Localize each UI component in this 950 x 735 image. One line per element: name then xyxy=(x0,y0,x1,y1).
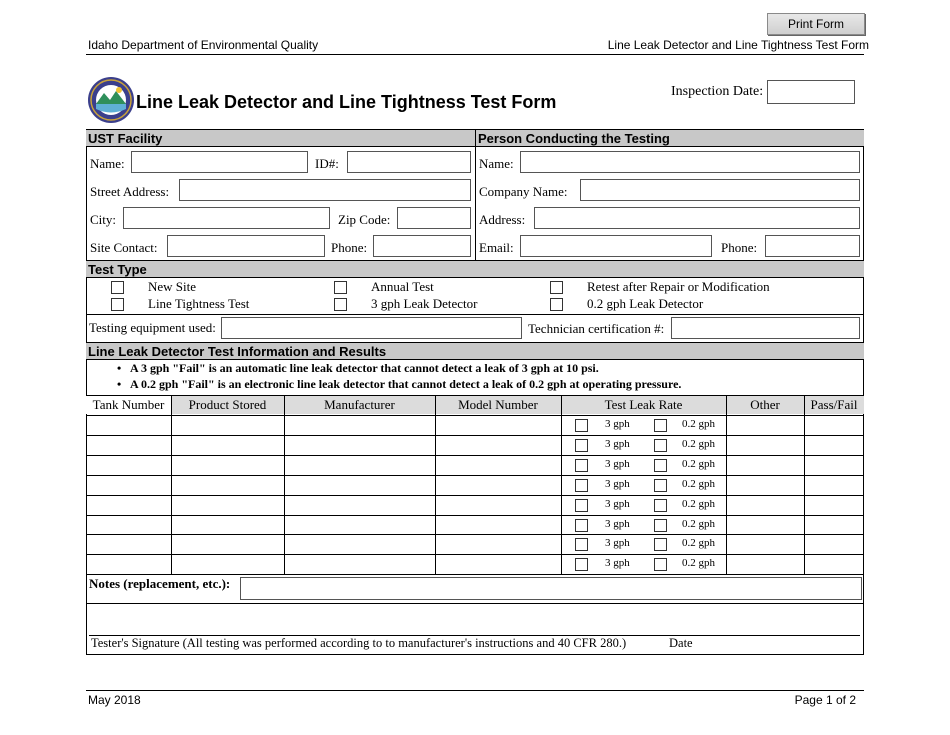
leak-rate-02gph-checkbox[interactable] xyxy=(654,538,667,551)
facility-phone-label: Phone: xyxy=(331,240,368,255)
facility-id-label: ID#: xyxy=(315,156,339,171)
facility-name-input[interactable] xyxy=(131,151,308,173)
line-tightness-label: Line Tightness Test xyxy=(148,296,250,311)
tester-address-label: Address: xyxy=(479,212,526,227)
divider xyxy=(86,603,864,604)
table-row xyxy=(86,516,864,535)
leak-rate-3gph-label: 3 gph xyxy=(605,418,630,430)
notes-label-text: Notes (replacement, etc.) xyxy=(89,576,226,591)
street-address-input[interactable] xyxy=(179,179,471,201)
zip-code-label: Zip Code: xyxy=(338,212,391,227)
retest-checkbox[interactable] xyxy=(550,281,563,294)
leak-rate-02gph-label: 0.2 gph xyxy=(682,458,715,470)
form-name-header: Line Leak Detector and Line Tightness Test Form xyxy=(607,38,869,52)
leak-rate-3gph-label: 3 gph xyxy=(605,557,630,569)
table-row xyxy=(86,496,864,515)
notes-label xyxy=(89,576,230,592)
city-label: City: xyxy=(90,212,117,227)
signature-label: Tester's Signature (All testing was performed according to to manufacturer's instructions and 40 CFR 280.) xyxy=(91,636,627,650)
leak-rate-3gph-label: 3 gph xyxy=(605,458,630,470)
bullet-02gph-text: A 0.2 gph "Fail" is an electronic line leak detector that cannot detect a leak of 0.2 gph at operating pressure. xyxy=(130,377,682,391)
leak-rate-3gph-checkbox[interactable] xyxy=(575,538,588,551)
leak-rate-3gph-label: 3 gph xyxy=(605,537,630,549)
leak-rate-02gph-label: 0.2 gph xyxy=(682,518,715,530)
annual-test-checkbox[interactable] xyxy=(334,281,347,294)
footer-rule xyxy=(86,690,864,691)
leak-rate-3gph-label: 3 gph xyxy=(605,438,630,450)
test-type-header: Test Type xyxy=(86,260,864,278)
testing-equipment-input[interactable] xyxy=(221,317,522,339)
notes-label-colon: : xyxy=(225,576,231,591)
table-row xyxy=(86,555,864,574)
footer-page: Page 1 of 2 xyxy=(794,693,856,707)
bullet-3gph-text: A 3 gph "Fail" is an automatic line leak detector that cannot detect a leak of 3 gph at 10 psi. xyxy=(130,361,599,375)
table-row-border xyxy=(86,574,864,575)
deq-seal-icon xyxy=(86,76,136,124)
leak-rate-02gph-checkbox[interactable] xyxy=(654,439,667,452)
new-site-checkbox[interactable] xyxy=(111,281,124,294)
tester-phone-label: Phone: xyxy=(721,240,758,255)
tester-phone-input[interactable] xyxy=(765,235,860,257)
02gph-detector-label: 0.2 gph Leak Detector xyxy=(587,296,704,311)
col-model-number: Model Number xyxy=(435,396,561,414)
02gph-detector-checkbox[interactable] xyxy=(550,298,563,311)
notes-input[interactable] xyxy=(240,577,862,600)
inspection-date-label: Inspection Date: xyxy=(671,84,764,99)
technician-cert-label: Technician certification #: xyxy=(528,321,665,336)
site-contact-label: Site Contact: xyxy=(90,240,158,255)
facility-name-label: Name: xyxy=(90,156,125,171)
city-input[interactable] xyxy=(123,207,330,229)
leak-rate-3gph-checkbox[interactable] xyxy=(575,479,588,492)
table-row xyxy=(86,416,864,435)
leak-rate-02gph-checkbox[interactable] xyxy=(654,479,667,492)
3gph-detector-label: 3 gph Leak Detector xyxy=(371,296,478,311)
inspection-date-input[interactable] xyxy=(767,80,855,104)
leak-rate-02gph-label: 0.2 gph xyxy=(682,418,715,430)
email-input[interactable] xyxy=(520,235,712,257)
technician-cert-input[interactable] xyxy=(671,317,860,339)
tester-header: Person Conducting the Testing xyxy=(475,129,864,147)
site-contact-input[interactable] xyxy=(167,235,325,257)
leak-rate-02gph-checkbox[interactable] xyxy=(654,519,667,532)
col-other: Other xyxy=(726,396,804,414)
company-name-label: Company Name: xyxy=(479,184,568,199)
leak-rate-02gph-checkbox[interactable] xyxy=(654,459,667,472)
column-divider xyxy=(475,147,476,260)
leak-rate-3gph-checkbox[interactable] xyxy=(575,519,588,532)
divider xyxy=(86,314,864,315)
col-tank-number: Tank Number xyxy=(86,396,171,414)
annual-test-label: Annual Test xyxy=(371,279,434,294)
col-product-stored: Product Stored xyxy=(171,396,284,414)
tester-name-label: Name: xyxy=(479,156,514,171)
tester-address-input[interactable] xyxy=(534,207,860,229)
3gph-detector-checkbox[interactable] xyxy=(334,298,347,311)
zip-code-input[interactable] xyxy=(397,207,471,229)
col-pass-fail: Pass/Fail xyxy=(804,396,864,414)
date-label: Date xyxy=(669,636,693,650)
tester-name-input[interactable] xyxy=(520,151,860,173)
table-top-border xyxy=(86,395,864,396)
leak-rate-02gph-label: 0.2 gph xyxy=(682,557,715,569)
leak-rate-3gph-checkbox[interactable] xyxy=(575,558,588,571)
leak-rate-3gph-checkbox[interactable] xyxy=(575,499,588,512)
new-site-label: New Site xyxy=(148,279,197,294)
leak-rate-3gph-checkbox[interactable] xyxy=(575,459,588,472)
form-title: Line Leak Detector and Line Tightness Test Form xyxy=(136,92,557,112)
facility-id-input[interactable] xyxy=(347,151,471,173)
col-manufacturer: Manufacturer xyxy=(284,396,435,414)
header-rule xyxy=(86,54,864,55)
leak-rate-02gph-label: 0.2 gph xyxy=(682,537,715,549)
leak-rate-3gph-checkbox[interactable] xyxy=(575,419,588,432)
leak-rate-02gph-label: 0.2 gph xyxy=(682,438,715,450)
col-test-leak-rate: Test Leak Rate xyxy=(561,396,726,414)
leak-rate-02gph-label: 0.2 gph xyxy=(682,498,715,510)
table-row xyxy=(86,456,864,475)
leak-rate-3gph-label: 3 gph xyxy=(605,518,630,530)
table-row xyxy=(86,436,864,455)
agency-name: Idaho Department of Environmental Quality xyxy=(88,38,319,52)
results-header: Line Leak Detector Test Information and Results xyxy=(86,342,864,360)
line-tightness-checkbox[interactable] xyxy=(111,298,124,311)
company-name-input[interactable] xyxy=(580,179,860,201)
table-row xyxy=(86,476,864,495)
leak-rate-02gph-checkbox[interactable] xyxy=(654,558,667,571)
street-address-label: Street Address: xyxy=(90,184,170,199)
bullet-02gph: • xyxy=(117,377,122,391)
leak-rate-3gph-checkbox[interactable] xyxy=(575,439,588,452)
leak-rate-02gph-label: 0.2 gph xyxy=(682,478,715,490)
footer-date: May 2018 xyxy=(88,693,141,707)
leak-rate-3gph-label: 3 gph xyxy=(605,498,630,510)
leak-rate-3gph-label: 3 gph xyxy=(605,478,630,490)
email-label: Email: xyxy=(479,240,514,255)
print-form-button[interactable]: Print Form xyxy=(767,13,865,35)
leak-rate-02gph-checkbox[interactable] xyxy=(654,499,667,512)
bullet-3gph: • xyxy=(117,361,122,375)
table-row xyxy=(86,535,864,554)
ust-facility-header: UST Facility xyxy=(86,129,475,147)
retest-label: Retest after Repair or Modification xyxy=(587,279,770,294)
leak-rate-02gph-checkbox[interactable] xyxy=(654,419,667,432)
testing-equipment-label: Testing equipment used: xyxy=(89,320,216,335)
facility-phone-input[interactable] xyxy=(373,235,471,257)
